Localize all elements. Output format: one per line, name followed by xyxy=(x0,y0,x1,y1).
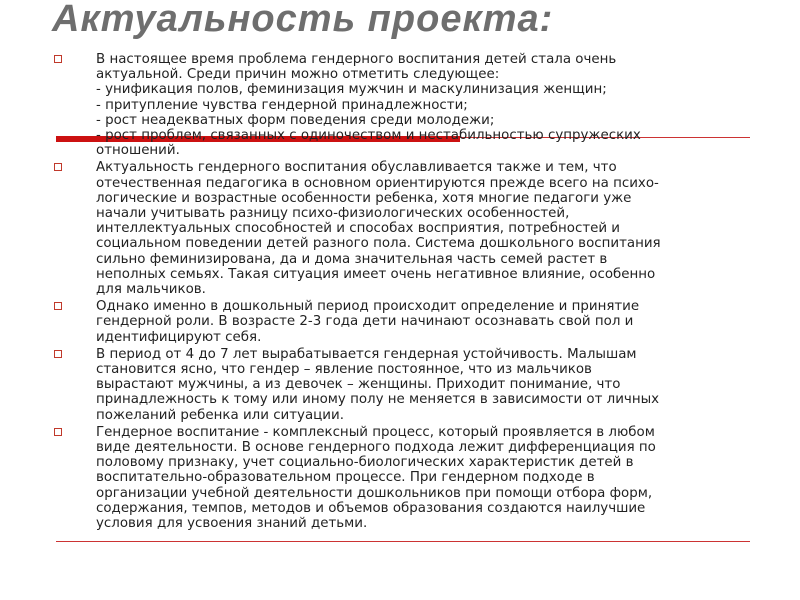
square-bullet-icon xyxy=(54,350,62,358)
bullet-text-line: виде деятельности. В основе гендерного подхода лежит дифференциация по xyxy=(96,440,656,456)
bullet-text-line: организации учебной деятельности дошкольников при помощи отбора форм, xyxy=(96,485,653,501)
bullet-text-line: идентифицируют себя. xyxy=(96,329,262,345)
bullet-text-line: сильно феминизирована, да и дома значительная часть семей растет в xyxy=(96,251,608,267)
bullet-list xyxy=(54,52,754,533)
bullet-text-line: логические и возрастные особенности ребенка, хотя многие педагоги уже xyxy=(96,190,632,206)
bullet-text-line: условия для усвоения знаний детьми. xyxy=(96,516,368,532)
bullet-text-line: для мальчиков. xyxy=(96,282,206,298)
bullet-item xyxy=(54,299,754,345)
bullet-text-line: вырастают мужчины, а из девочек – женщины. Приходит понимание, что xyxy=(96,377,621,393)
bullet-text-line: воспитательно-образовательном процессе. При гендерном подходе в xyxy=(96,470,595,486)
bullet-text-line: - притупление чувства гендерной принадлежности; xyxy=(96,97,468,113)
bullet-text-line: Гендерное воспитание - комплексный процесс, который проявляется в любом xyxy=(96,424,655,440)
bullet-text-line: Однако именно в дошкольный период происходит определение и принятие xyxy=(96,299,640,315)
square-bullet-icon xyxy=(54,55,62,63)
bullet-text-line: социальном поведении детей разного пола. Система дошкольного воспитания xyxy=(96,236,661,252)
bullet-text-line: принадлежность к тому или иному полу не меняется в зависимости от личных xyxy=(96,392,660,408)
bullet-text-line: Актуальность гендерного воспитания обуславливается также и тем, что xyxy=(96,160,617,176)
bullet-text-line: отношений. xyxy=(96,143,180,159)
bullet-text-line: интеллектуальных способностей и способах восприятия, потребностей и xyxy=(96,221,621,237)
bullet-text-line: - унификация полов, феминизация мужчин и маскулинизация женщин; xyxy=(96,82,607,98)
bullet-text-line: отечественная педагогика в основном ориентируются прежде всего на психо- xyxy=(96,175,659,191)
bullet-item xyxy=(54,347,754,423)
bullet-text-line: В настоящее время проблема гендерного воспитания детей стала очень xyxy=(96,52,617,67)
bullet-text-line: содержания, темпов, методов и объемов образования создаются наилучшие xyxy=(96,500,646,516)
bullet-text-line: актуальной. Среди причин можно отметить следующее: xyxy=(96,67,500,83)
bullet-text-line: гендерной роли. В возрасте 2-3 года дети начинают осознавать свой пол и xyxy=(96,314,634,330)
bullet-text-line: В период от 4 до 7 лет вырабатывается гендерная устойчивость. Малышам xyxy=(96,346,637,362)
red-divider-line-bottom xyxy=(56,541,750,542)
slide-title: Актуальность проекта: xyxy=(52,0,554,40)
bullet-text-line: становится ясно, что гендер – явление постоянное, что из мальчиков xyxy=(96,362,592,378)
square-bullet-icon xyxy=(54,428,62,436)
bullet-text-line: - рост проблем, связанных с одиночеством и нестабильностью супружеских xyxy=(96,128,641,144)
bullet-text-line: половому признаку, учет социально-биологических характеристик детей в xyxy=(96,455,634,471)
bullet-item xyxy=(54,52,754,158)
bullet-text-line: начали учитывать разницу психо-физиологических особенностей, xyxy=(96,206,570,222)
square-bullet-icon xyxy=(54,163,62,171)
bullet-text-line: неполных семьях. Такая ситуация имеет очень негативное влияние, особенно xyxy=(96,266,656,282)
bullet-text-line: - рост неадекватных форм поведения среди молодежи; xyxy=(96,112,495,128)
bullet-text-line: пожеланий ребенка или ситуации. xyxy=(96,407,344,423)
bullet-item xyxy=(54,425,754,531)
bullet-item xyxy=(54,160,754,297)
square-bullet-icon xyxy=(54,302,62,310)
